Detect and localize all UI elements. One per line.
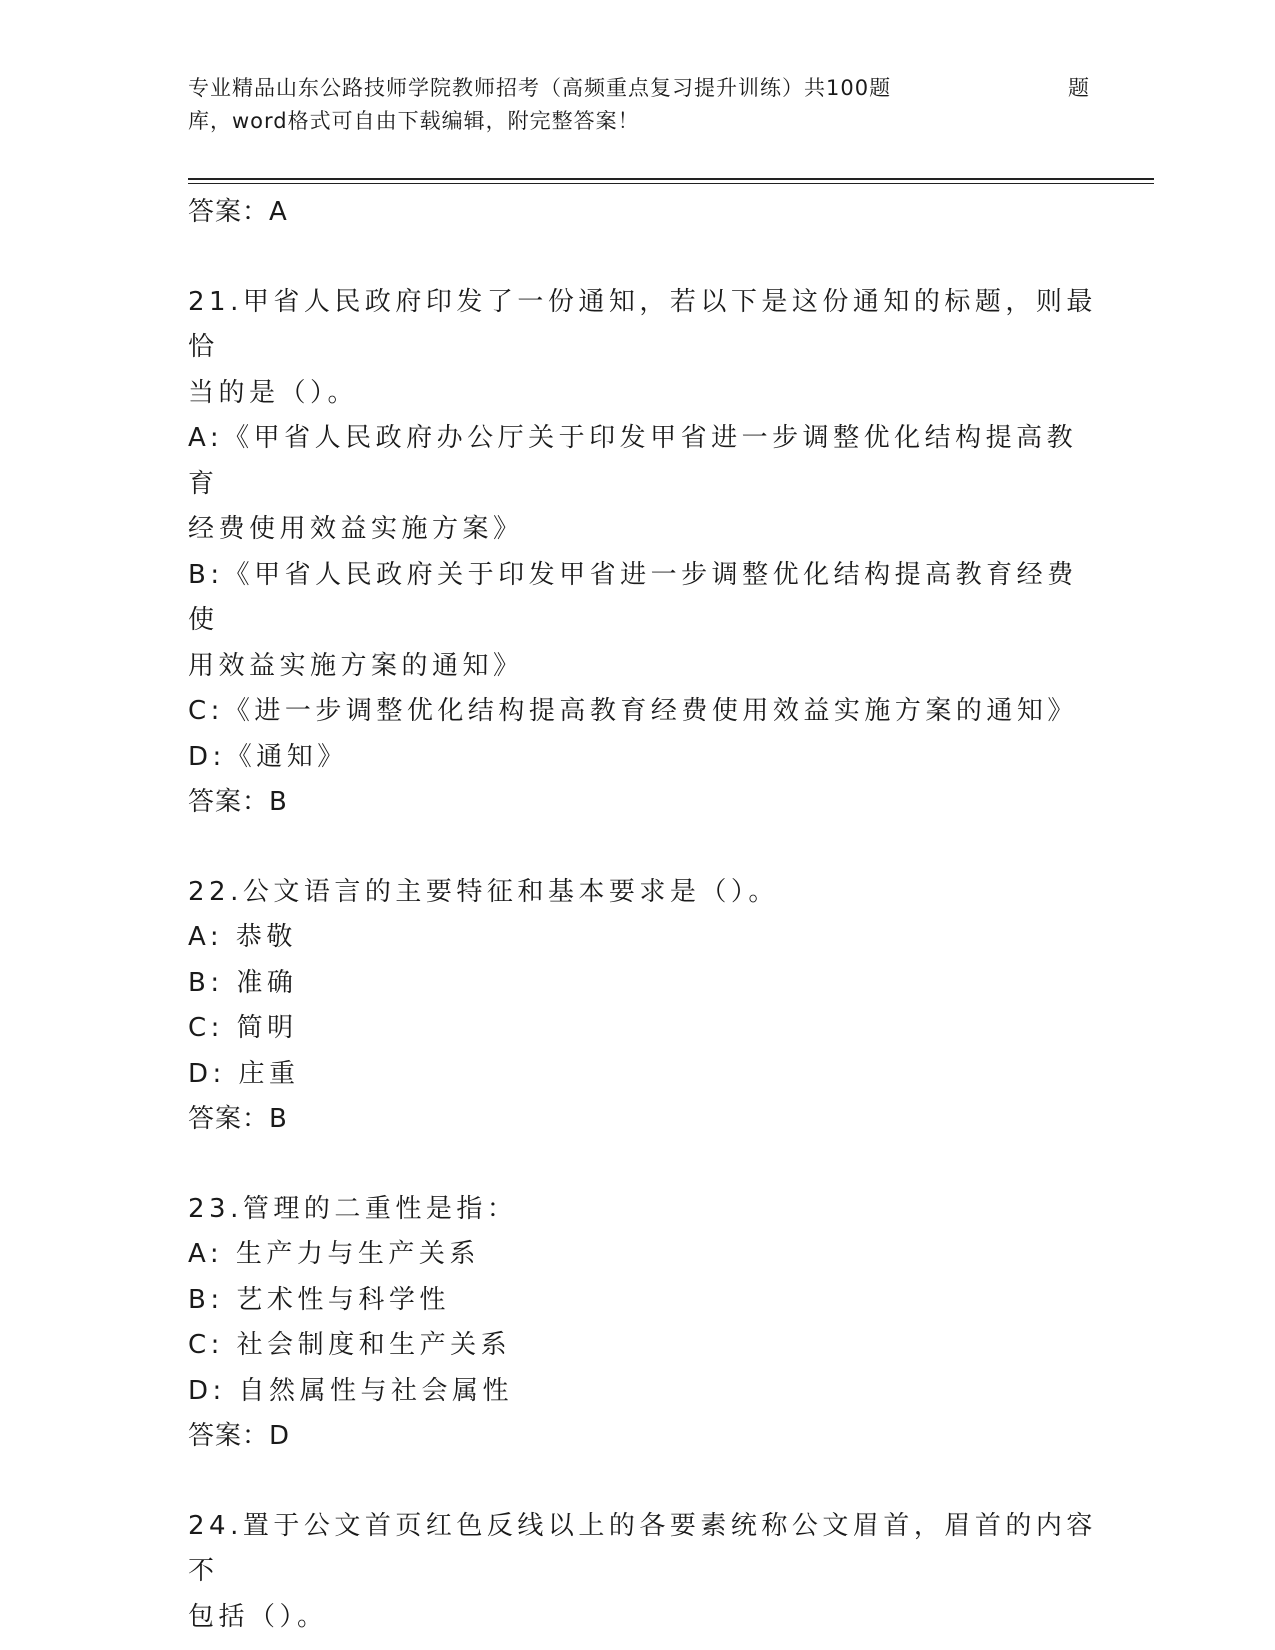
option-d: D: 自然属性与社会属性 bbox=[188, 1375, 514, 1406]
option-c: C:《进一步调整优化结构提高教育经费使用效益实施方案的通知》 bbox=[188, 696, 1078, 726]
option-a: A: 生产力与生产关系 bbox=[188, 1239, 480, 1269]
option-d: D: 庄重 bbox=[188, 1058, 300, 1089]
question-23 bbox=[188, 1187, 1098, 1460]
question-21 bbox=[188, 280, 1098, 826]
option-a: A:《甲省人民政府办公厅关于印发甲省进一步调整优化结构提高教育 bbox=[188, 423, 1078, 499]
header-line-2: 库，word格式可自由下载编辑，附完整答案！ bbox=[188, 109, 640, 133]
header-title-tail: 题 bbox=[1068, 76, 1090, 100]
option-a-cont: 经费使用效益实施方案》 bbox=[188, 514, 524, 544]
option-b-cont: 用效益实施方案的通知》 bbox=[188, 650, 524, 681]
header-line-1 bbox=[188, 72, 1088, 105]
question-stem: 22.公文语言的主要特征和基本要求是（）。 bbox=[188, 876, 779, 907]
question-22 bbox=[188, 870, 1098, 1143]
question-stem: 23.管理的二重性是指： bbox=[188, 1193, 518, 1224]
option-c: C: 社会制度和生产关系 bbox=[188, 1330, 512, 1360]
option-b: B: 准确 bbox=[188, 967, 298, 998]
option-c: C: 简明 bbox=[188, 1013, 298, 1043]
page-header bbox=[188, 72, 1088, 138]
answer: 答案：D bbox=[188, 1421, 291, 1451]
question-stem-cont: 包括（）。 bbox=[188, 1601, 328, 1632]
option-b: B:《甲省人民政府关于印发甲省进一步调整优化结构提高教育经费使 bbox=[188, 559, 1078, 635]
header-rule-thick bbox=[188, 178, 1154, 180]
question-stem: 24.置于公文首页红色反线以上的各要素统称公文眉首，眉首的内容不 bbox=[188, 1510, 1097, 1586]
answer: 答案：B bbox=[188, 787, 288, 817]
question-24 bbox=[188, 1504, 1098, 1641]
question-stem-cont: 当的是（）。 bbox=[188, 377, 359, 408]
header-title: 专业精品山东公路技师学院教师招考（高频重点复习提升训练）共100题 bbox=[188, 76, 892, 100]
answer: 答案：B bbox=[188, 1104, 288, 1134]
option-d: D:《通知》 bbox=[188, 741, 348, 772]
question-list bbox=[188, 190, 1098, 1640]
option-b: B: 艺术性与科学性 bbox=[188, 1284, 450, 1315]
question-stem: 21.甲省人民政府印发了一份通知，若以下是这份通知的标题，则最恰 bbox=[188, 286, 1097, 362]
previous-answer: 答案：A bbox=[188, 197, 288, 227]
header-rule-thin bbox=[188, 183, 1154, 184]
option-a: A: 恭敬 bbox=[188, 922, 297, 952]
